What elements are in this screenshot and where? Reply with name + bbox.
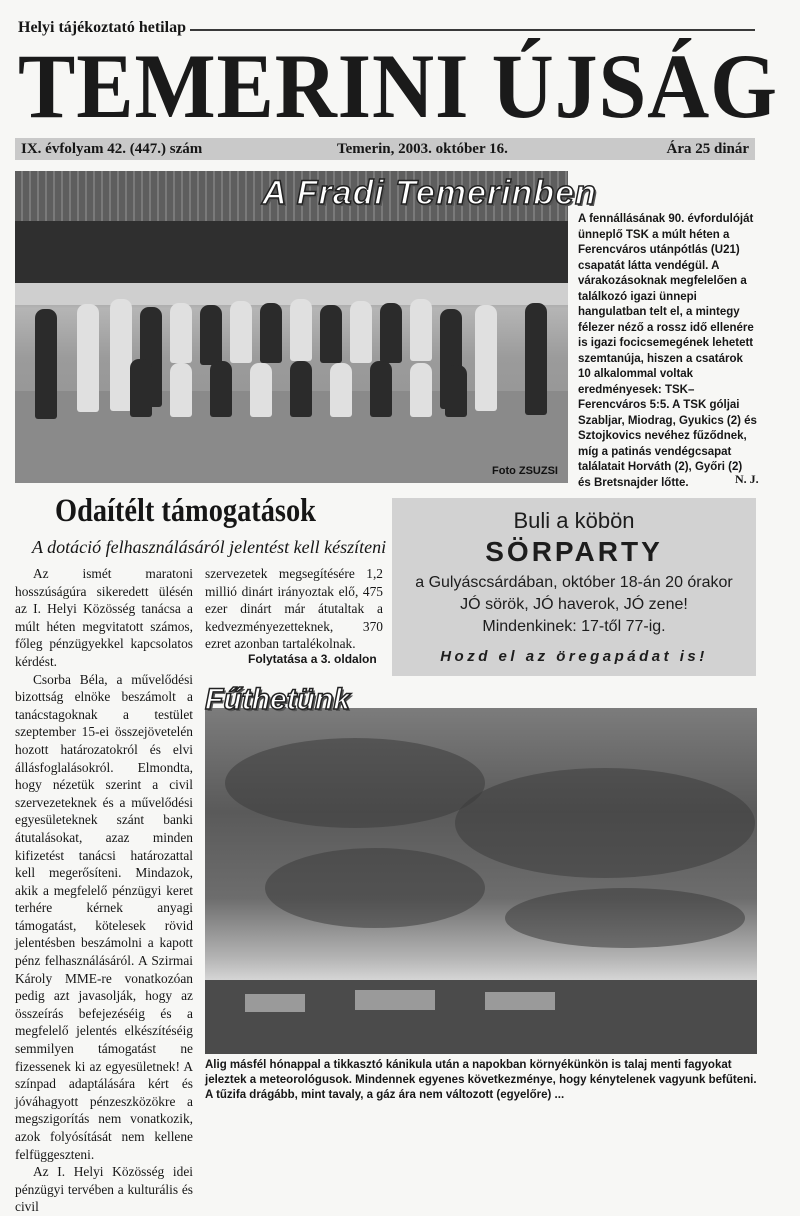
issue-bar <box>15 138 755 160</box>
article-paragraph: Az ismét maratoni hosszúságúra sikeredett ülésén az I. Helyi Közösség tanácsa a múlt héten megvitatott számos, főleg pénzügyekkel kapcsolatos kérdést. <box>15 566 193 669</box>
house <box>485 992 555 1010</box>
team-group <box>35 299 555 439</box>
player-figure <box>230 301 252 363</box>
ad-line-3: a Gulyáscsárdában, október 18-án 20 órakor <box>415 574 733 591</box>
ad-title: SÖRPARTY <box>485 536 663 567</box>
article-subtitle: A dotáció felhasználásáról jelentést kell készíteni <box>32 537 387 557</box>
house <box>245 994 305 1012</box>
ad-line-5: Mindenkinek: 17-től 77-ig. <box>482 618 666 635</box>
player-figure <box>350 301 372 363</box>
player-figure <box>200 305 222 365</box>
article-paragraph: Az I. Helyi Közösség idei pénzügyi tervében a kulturális és civil <box>15 1164 193 1215</box>
player-figure <box>475 305 497 411</box>
article-column-2 <box>205 565 383 653</box>
cloud <box>505 888 745 948</box>
place-date: Temerin, 2003. október 16. <box>337 141 508 157</box>
price: Ára 25 dinár <box>666 141 749 157</box>
lead-author: N. J. <box>735 472 759 486</box>
issue-number: IX. évfolyam 42. (447.) szám <box>21 141 203 157</box>
player-figure <box>290 361 312 417</box>
player-figure <box>250 363 272 417</box>
newspaper-title: TEMERINI ÚJSÁG <box>18 35 778 138</box>
article-title: Odaítélt támogatások <box>55 493 316 529</box>
player-figure <box>290 299 312 361</box>
player-figure <box>380 303 402 363</box>
ad-line-1: Buli a köbön <box>513 508 635 533</box>
team-photo <box>15 171 568 483</box>
masthead <box>18 22 778 140</box>
photo-credit: Foto ZSUZSI <box>492 465 558 477</box>
player-figure <box>170 363 192 417</box>
player-figure <box>370 361 392 417</box>
player-figure <box>330 363 352 417</box>
sky-photo <box>205 708 757 1054</box>
player-figure <box>35 309 57 419</box>
article-paragraph: szervezetek megsegítésére 1,2 millió dinárt irányoztak elő, 475 ezer dinárt már átutaltak a kedvezményezetteknek, 370 ezret azonban tartalékolnak. <box>205 566 383 652</box>
cloud <box>265 848 485 928</box>
article-column-1 <box>15 565 193 1216</box>
lead-headline: A Fradi Temerinben <box>262 174 597 212</box>
cloud <box>225 738 485 828</box>
player-figure <box>445 365 467 417</box>
player-figure <box>260 303 282 363</box>
player-figure <box>130 359 152 417</box>
stadium-stands <box>15 221 568 283</box>
treeline <box>205 980 757 1054</box>
player-figure <box>525 303 547 415</box>
heating-caption: Alig másfél hónappal a tikkasztó kánikula után a napokban környékünkön is talaj menti fagyokat jeleztek a meteorológusok. Mindennek egyenes következménye, hogy kénytelenek vagyunk befűteni. A tűzifa drágább, mint tavaly, a gáz ára nem változott (egyelőre) ... <box>205 1059 757 1101</box>
player-figure <box>210 361 232 417</box>
lead-story-text: A fennállásának 90. évfordulóját ünneplő TSK a múlt héten a Ferencváros utánpótlás (U21) csapatát látta vendégül. A várakozásoknak megfelelően a találkozó igazi ünnepi hangulatban telt el, a mintegy félezer néző a rossz idő ellenére is igazi focicsemegének lehetett szemtanúja, hiszen a csatárok 10 alkalommal voltak eredményesek: TSK–Ferencváros 5:5. A TSK góljai Szabljar, Miodrag, Gyukics (2) és Sztojkovics nevéhez fűződnek, míg a patinás vendégcsapat találatait Horváth (2), Győri (2) és Bretsnajder lőtte. <box>578 213 757 489</box>
tagline: Helyi tájékoztató hetilap <box>18 19 186 36</box>
ad-slogan: Hozd el az öregapádat is! <box>440 648 708 665</box>
heating-headline: Fűthetünk <box>205 683 350 716</box>
continued-note: Folytatása a 3. oldalon <box>248 652 377 666</box>
player-figure <box>410 363 432 417</box>
cloud <box>455 768 755 878</box>
player-figure <box>77 304 99 412</box>
player-figure <box>320 305 342 363</box>
party-ad <box>392 498 756 676</box>
player-figure <box>170 303 192 363</box>
player-figure <box>110 299 132 411</box>
player-figure <box>410 299 432 361</box>
house <box>355 990 435 1010</box>
ad-line-4: JÓ sörök, JÓ haverok, JÓ zene! <box>460 596 688 613</box>
article-paragraph: Csorba Béla, a művelődési bizottság elnöke beszámolt a tanácstagoknak a testület szeptember 15-ei összejövetelén hozott határozatokról és elvi állásfoglalásokról. Elmondta, hogy nézetük szerint a civil szervezeteknek és a művelődési egyesületeknek szánt banki átutalásokat, azaz minden kifizetést tanácsi határozattal kell megerősíteni. Mindazok, akik a megfelelő pénzügyi keret terhére kérnek anyagi támogatást, kötelesek rövid jelentésben beszámolni a kapott pénz felhasználásáról. A Szirmai Károly MME-re vonatkozóan pedig azt javasolják, hogy az összeírás befejezéséig és a megfelelő jelentés elkészítéséig semmilyen támogatást ne fizessenek ki az egyesületnek! A színpad adaptálására kért és jóváhagyott pénzeszközökre a megszigorítás nem vonatkozik, azok folyósítását nem kellene felfüggeszteni. <box>15 671 193 1162</box>
